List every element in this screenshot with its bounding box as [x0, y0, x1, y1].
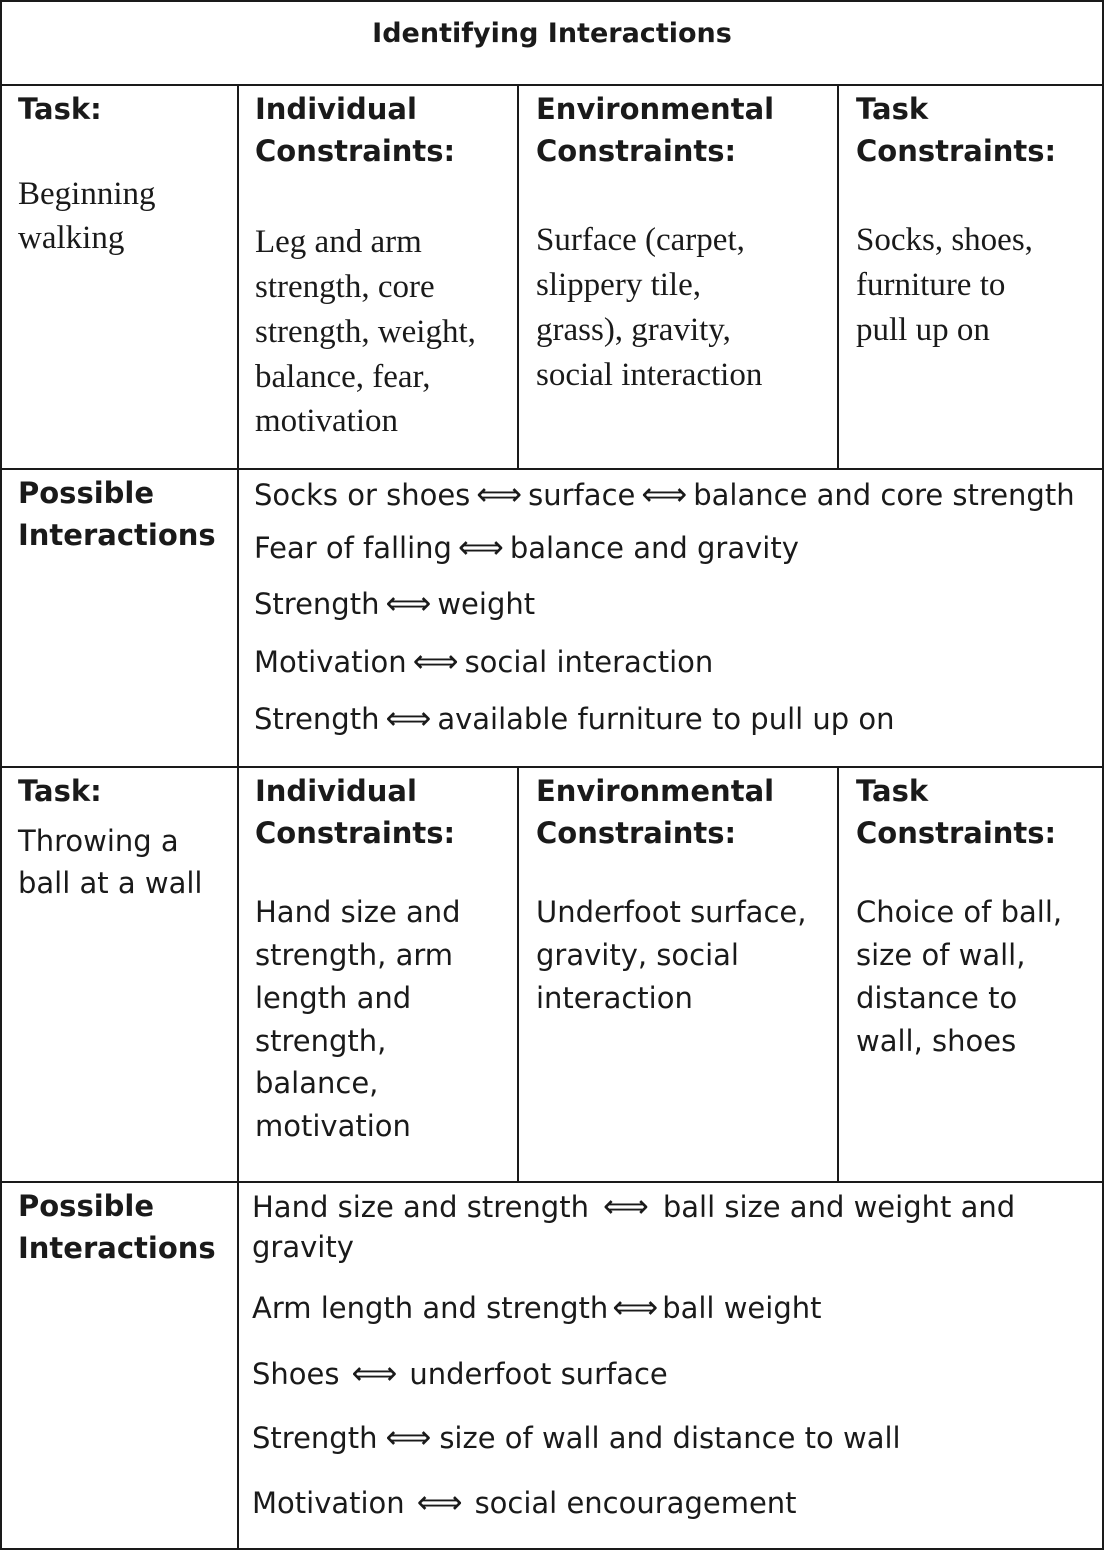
environmental-constraints-line: gravity, social — [536, 938, 739, 972]
interaction-item: Strength ⟺ size of wall and distance to wall — [252, 1418, 901, 1456]
environmental-constraints-line: interaction — [536, 981, 693, 1015]
possible-interactions-label: Interactions — [18, 518, 216, 552]
task-constraints-header: Task — [856, 92, 929, 126]
column-divider — [237, 84, 239, 1550]
interaction-item: Hand size and strength ⟺ ball size and weight and — [252, 1187, 1016, 1225]
task-label: Task: — [18, 774, 102, 808]
task-constraints-line: wall, shoes — [856, 1024, 1017, 1058]
task-constraints-line: distance to — [856, 981, 1018, 1015]
individual-constraints-line: balance, fear, — [255, 359, 431, 395]
double-arrow-icon: ⟺ — [385, 699, 432, 737]
double-arrow-icon: ⟺ — [641, 475, 688, 513]
table-border-top — [0, 0, 1104, 2]
individual-constraints-header: Constraints: — [255, 816, 456, 850]
individual-constraints-line: strength, core — [255, 269, 435, 305]
possible-interactions-label: Interactions — [18, 1231, 216, 1265]
individual-constraints-header: Individual — [255, 92, 417, 126]
interaction-item: Arm length and strength ⟺ ball weight — [252, 1288, 822, 1326]
environmental-constraints-line: Underfoot surface, — [536, 895, 807, 929]
individual-constraints-line: Leg and arm — [255, 224, 422, 260]
environmental-constraints-line: slippery tile, — [536, 267, 701, 303]
task-value-line: walking — [18, 220, 125, 256]
table-title: Identifying Interactions — [372, 18, 732, 49]
double-arrow-icon: ⟺ — [612, 1288, 659, 1326]
task-label: Task: — [18, 92, 102, 126]
individual-constraints-line: balance, — [255, 1066, 379, 1100]
environmental-constraints-header: Constraints: — [536, 134, 737, 168]
individual-constraints-line: strength, arm — [255, 938, 454, 972]
environmental-constraints-header: Environmental — [536, 92, 775, 126]
individual-constraints-line: motivation — [255, 1109, 411, 1143]
task-constraints-header: Constraints: — [856, 134, 1057, 168]
task-constraints-header: Constraints: — [856, 816, 1057, 850]
interaction-item: Socks or shoes ⟺ surface ⟺ balance and core strength — [254, 475, 1075, 513]
individual-constraints-line: strength, — [255, 1024, 387, 1058]
row-divider — [0, 468, 1104, 470]
task-constraints-header: Task — [856, 774, 929, 808]
individual-constraints-header: Constraints: — [255, 134, 456, 168]
task-constraints-line: Choice of ball, — [856, 895, 1063, 929]
interaction-item: Strength ⟺ available furniture to pull up on — [254, 699, 895, 737]
double-arrow-icon: ⟺ — [476, 475, 523, 513]
individual-constraints-line: length and — [255, 981, 412, 1015]
task-constraints-line: size of wall, — [856, 938, 1026, 972]
individual-constraints-line: Hand size and — [255, 895, 461, 929]
environmental-constraints-line: social interaction — [536, 357, 763, 393]
double-arrow-icon: ⟺ — [457, 528, 504, 566]
column-divider — [517, 84, 519, 468]
interaction-item: Fear of falling ⟺ balance and gravity — [254, 528, 799, 566]
double-arrow-icon: ⟺ — [416, 1483, 463, 1521]
interaction-item: Motivation ⟺ social encouragement — [252, 1483, 797, 1521]
possible-interactions-label: Possible — [18, 476, 155, 510]
column-divider — [837, 84, 839, 468]
double-arrow-icon: ⟺ — [385, 584, 432, 622]
individual-constraints-line: strength, weight, — [255, 314, 476, 350]
row-divider — [0, 1181, 1104, 1183]
row-divider — [0, 766, 1104, 768]
environmental-constraints-line: grass), gravity, — [536, 312, 731, 348]
column-divider — [837, 766, 839, 1181]
individual-constraints-header: Individual — [255, 774, 417, 808]
interaction-item: Strength ⟺ weight — [254, 584, 536, 622]
task-constraints-line: pull up on — [856, 312, 990, 348]
task-value-line: ball at a wall — [18, 866, 203, 900]
double-arrow-icon: ⟺ — [385, 1418, 432, 1456]
task-value-line: Beginning — [18, 176, 156, 212]
task-value-line: Throwing a — [18, 824, 179, 858]
possible-interactions-label: Possible — [18, 1189, 155, 1223]
task-constraints-line: Socks, shoes, — [856, 222, 1033, 258]
environmental-constraints-header: Constraints: — [536, 816, 737, 850]
interaction-item: Motivation ⟺ social interaction — [254, 642, 714, 680]
column-divider — [517, 766, 519, 1181]
table-border-left — [0, 0, 2, 1550]
row-divider — [0, 84, 1104, 86]
interaction-item: Shoes ⟺ underfoot surface — [252, 1354, 668, 1392]
environmental-constraints-header: Environmental — [536, 774, 775, 808]
double-arrow-icon: ⟺ — [351, 1354, 398, 1392]
interaction-item-continuation: gravity — [252, 1230, 354, 1264]
double-arrow-icon: ⟺ — [412, 642, 459, 680]
individual-constraints-line: motivation — [255, 403, 398, 439]
double-arrow-icon: ⟺ — [602, 1187, 649, 1225]
task-constraints-line: furniture to — [856, 267, 1006, 303]
environmental-constraints-line: Surface (carpet, — [536, 222, 745, 258]
